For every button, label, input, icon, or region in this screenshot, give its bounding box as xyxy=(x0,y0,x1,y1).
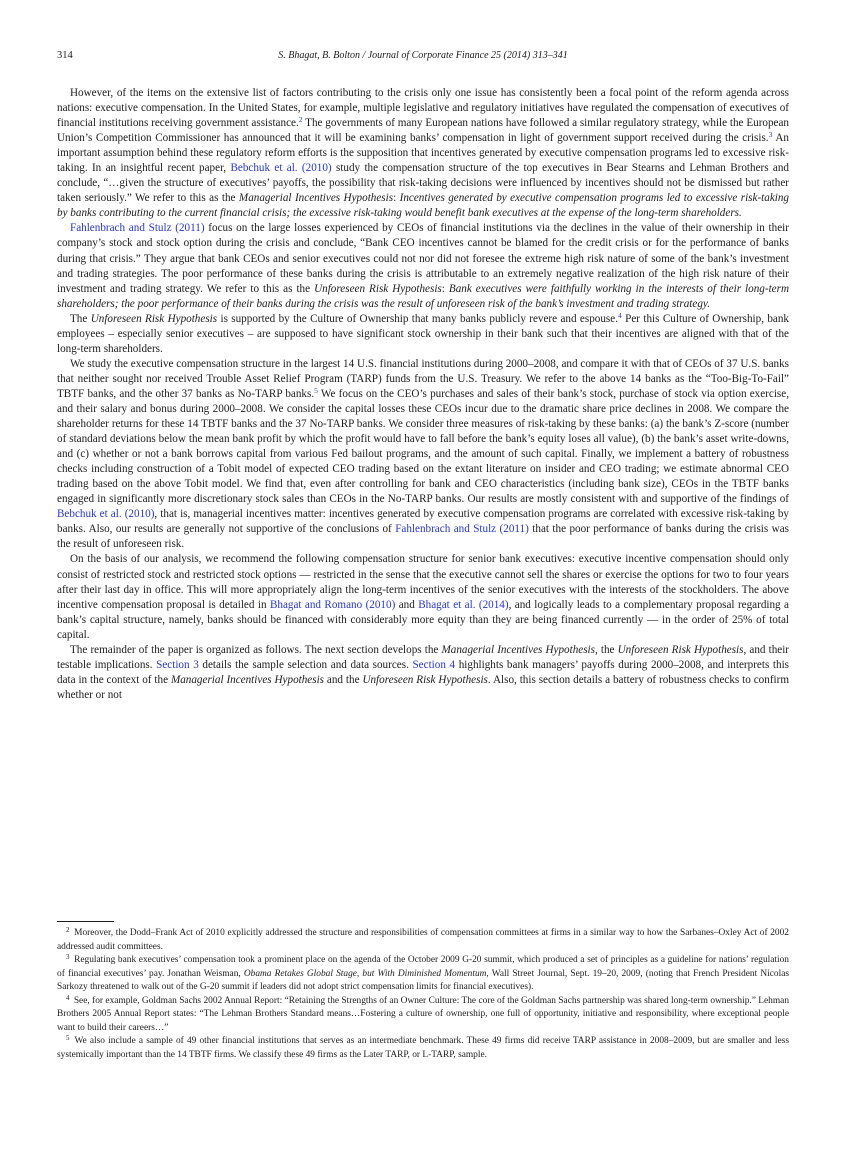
paragraph xyxy=(57,552,789,642)
body-text-run: The governments of many European nations have followed a similar regulatory strategy, while the European Union’s Competition Commissioner has announced that it will be examining banks’ compensation in light of government support received during the crisis. xyxy=(57,117,790,145)
running-header xyxy=(57,50,789,64)
citation-link[interactable]: Bhagat et al. (2014) xyxy=(418,598,509,611)
body-text-run: On the basis of our analysis, we recommend the following compensation structure for senior bank executives: executive incentive compensation should only consist of restricted stock and restricted stock options — restricted in the sense that the executive cannot sell the shares or exercise the options for two to four years after their last day in office. This will more appropriately align the long-term incentives of the senior executives with the interests of the stockholders. The above incentive compensation proposal is detailed in xyxy=(57,553,789,611)
emphasized-text: Unforeseen Risk Hypothesis xyxy=(314,282,442,295)
paragraph xyxy=(57,357,789,553)
citation-link[interactable]: Section 4 xyxy=(412,658,456,671)
emphasized-text: Unforeseen Risk Hypothesis xyxy=(362,673,488,686)
body-text-run: An important assumption behind these regulatory reform efforts is the supposition that incentives generated by executive compensation programs led to excessive risk-taking. In an insightful recent paper, xyxy=(57,132,789,175)
body-text-run: , Wall Street Journal, Sept. 19–20, 2009, (noting that French President Nicolas Sarkozy threatened to walk out of the G-20 summit if leaders did not adopt strict compensation limits for financial executives). xyxy=(57,968,789,993)
body-text-run: The remainder of the paper is organized as follows. The next section develops the xyxy=(70,643,442,656)
body-text-run: Moreover, the Dodd–Frank Act of 2010 explicitly addressed the structure and responsibilities of compensation committees at firms in a similar way to how the Sarbanes–Oxley Act of 2002 addressed audit committees. xyxy=(57,928,789,952)
body-text-run: the xyxy=(597,643,618,656)
running-head-title: S. Bhagat, B. Bolton / Journal of Corporate Finance 25 (2014) 313–341 xyxy=(278,50,568,61)
footnote-reference-number[interactable]: 2 xyxy=(298,115,303,125)
body-text-run: We also include a sample of 49 other financial institutions that serves as an intermediate benchmark. These 49 firms did receive TARP assistance in 2008–2009, but are smaller and less systemically important than the 14 TBTF firms. We classify these 49 firms as the Later TARP, or L-TARP, sample. xyxy=(57,1036,789,1060)
body-text-run: is supported by the Culture of Ownership that many banks publicly revere and espouse. xyxy=(217,312,618,325)
body-text-run: We study the executive compensation structure in the largest 14 U.S. financial institutions during 2000–2008, and compare it with that of CEOs of 37 U.S. banks that neither sought nor received Trouble Asset Relief Program (TARP) funds from the U.S. Treasury. We refer to the above 14 banks as the “Too-Big-To-Fail” TBTF banks, and the other 37 banks as No-TARP banks. xyxy=(57,357,789,400)
paragraph xyxy=(57,86,789,221)
footnotes-section xyxy=(57,927,789,1062)
footnote-marker: 3 xyxy=(66,954,70,962)
body-text-run: The xyxy=(70,312,91,325)
paragraph xyxy=(57,312,789,357)
body-text-run: . Also, this section details a battery of robustness checks to confirm whether or not xyxy=(57,673,790,701)
footnote-reference-number[interactable]: 4 xyxy=(617,310,622,320)
page-number: 314 xyxy=(57,50,73,61)
body-text-run: highlights bank managers’ payoffs during 2000–2008, and interprets this data in the context of the xyxy=(57,658,790,686)
footnote-reference-number[interactable]: 3 xyxy=(768,130,773,140)
citation-link[interactable]: Fahlenbrach and Stulz (2011) xyxy=(395,523,529,536)
footnote-rule xyxy=(57,921,114,922)
paragraph xyxy=(57,221,789,311)
citation-link[interactable]: Fahlenbrach and Stulz (2011) xyxy=(70,222,205,235)
footnote-marker: 4 xyxy=(66,994,70,1002)
body-text-run: , and their testable implications. xyxy=(57,643,790,671)
citation-link[interactable]: Section 3 xyxy=(156,658,199,671)
citation-link[interactable]: Bebchuk et al. (2010) xyxy=(230,162,332,175)
emphasized-text: Managerial Incentives Hypothesis xyxy=(238,192,394,205)
footnote-reference-number[interactable]: 5 xyxy=(314,385,318,395)
citation-link[interactable]: Bebchuk et al. (2010) xyxy=(57,508,155,521)
footnote-item xyxy=(57,1035,789,1062)
emphasized-text: Unforeseen Risk Hypothesis xyxy=(90,312,218,325)
emphasized-text: Bank executives were faithfully working in the interests of their long-term shareholders; the poor performance of their banks during the crisis was the result of unforeseen risk of the bank’s investment and trading strategy. xyxy=(57,282,789,310)
body-text-run: We focus on the CEO’s purchases and sales of their bank’s stock, purchase of stock via option exercise, and their salary and bonus during 2000–2008. We consider the capital losses these CEOs incur due to the dramatic share price declines in 2008. We compare the shareholder returns for these 14 TBTF banks and the 37 No-TARP banks. We consider three measures of risk-taking by these banks: (a) the bank’s Z-score (number of standard deviations below the mean bank profit by which the profit would have to fall before the bank’s equity loses all value), (b) the bank’s asset write-downs, and (c) whether or not a bank borrows capital from various Fed bailout programs, and the amount of such capital. Finally, we implement a battery of robustness checks including construction of a Tobit model of expected CEO trading based on the extant literature on insider and CEO trading; we estimate abnormal CEO trading based on the above Tobit model. We find that, even after controlling for bank and CEO characteristics (including bank size), CEOs in the TBTF banks engaged in significantly more discretionary stock sales than CEOs in the No-TARP banks. Our results are mostly consistent with and supportive of the findings of xyxy=(57,387,789,506)
article-body xyxy=(57,86,789,703)
body-text-run: focus on the large losses experienced by CEOs of financial institutions via the declines in the value of their ownership in their company’s stock and stock option during the crisis and conclude, “Bank CEO incentives cannot be blamed for the credit crisis or for the performance of banks during that crisis.” They argue that bank CEOs and senior executives could not nor did not foresee the extreme high risk nature of some of the bank’s investment and trading strategies. The poor performance of these banks during the crisis is attributable to an extremely negative realization of the high risk nature of their investment and trading strategy. We refer to this as the xyxy=(57,222,789,295)
body-text-run: that the poor performance of banks during the crisis was the result of unforeseen risk. xyxy=(57,523,789,551)
emphasized-text: Incentives generated by executive compensation programs led to excessive risk-taking by banks contributing to the current financial crisis; the excessive risk-taking would benefit bank executives at the expense of the long-term shareholders. xyxy=(57,192,790,220)
emphasized-text: Unforeseen Risk Hypothesis xyxy=(617,643,744,656)
footnote-marker: 5 xyxy=(66,1035,70,1043)
body-text-run: : xyxy=(393,192,400,205)
body-text-run: , and logically leads to a complementary proposal regarding a bank’s capital structure, namely, banks should be financed with considerably more equity than they are being financed currently — in the order of 25% of total capital. xyxy=(57,598,789,641)
body-text-run: : xyxy=(441,282,449,295)
emphasized-text: Obama Retakes Global Stage, but With Diminished Momentum xyxy=(243,968,487,979)
body-text-run: and the xyxy=(324,673,363,686)
body-text-run: Regulating bank executives’ compensation took a prominent place on the agenda of the October 2009 G-20 summit, which produced a set of principles as a guideline for nations’ regulation of financial executives’ pay. Jonathan Weisman, xyxy=(57,955,789,979)
footnote-item xyxy=(57,995,789,1036)
body-text-run: details the sample selection and data sources. xyxy=(198,658,413,671)
body-text-run: See, for example, Goldman Sachs 2002 Annual Report: “Retaining the Strengths of an Owner Culture: The core of the Goldman Sachs partnership was shared long-term ownership.” Lehman Brothers 2005 Annual Report states: “The Lehman Brothers Standard means…Fostering a culture of ownership, one full of opportunity, initiative and responsibility, where exceptional people want to build their careers…” xyxy=(57,995,790,1033)
body-text-run: and xyxy=(395,598,419,611)
footnote-marker: 2 xyxy=(66,927,70,934)
paragraph xyxy=(57,643,789,703)
emphasized-text: Managerial Incentives Hypothesis xyxy=(170,673,325,686)
emphasized-text: Managerial Incentives Hypothesis, xyxy=(441,643,598,656)
citation-link[interactable]: Bhagat and Romano (2010) xyxy=(269,598,396,611)
body-text-run: study the compensation structure of the top executives in Bear Stearns and Lehman Brothers and conclude, “…given the structure of executives’ payoffs, the possibility that risk-taking decisions were influenced by incentives should not be dismissed but rather taken seriously.” We refer to this as the xyxy=(57,162,789,205)
body-text-run: , that is, managerial incentives matter: incentives generated by executive compensation programs are correlated with excessive risk-taking by banks. Also, our results are generally not supportive of the conclusions of xyxy=(57,508,789,536)
body-text-run: Per this Culture of Ownership, bank employees – especially senior executives – are supposed to have significant stock ownership in their bank such that their incentives are aligned with that of the long-term shareholders. xyxy=(57,312,790,355)
body-text-run: However, of the items on the extensive list of factors contributing to the crisis only one issue has consistently been a focal point of the reform agenda across nations: executive compensation. In the United States, for example, multiple legislative and regulatory initiatives have regulated the compensation of executives of financial institutions receiving government assistance. xyxy=(57,87,789,130)
footnote-item xyxy=(57,954,789,995)
footnote-item xyxy=(57,927,789,954)
